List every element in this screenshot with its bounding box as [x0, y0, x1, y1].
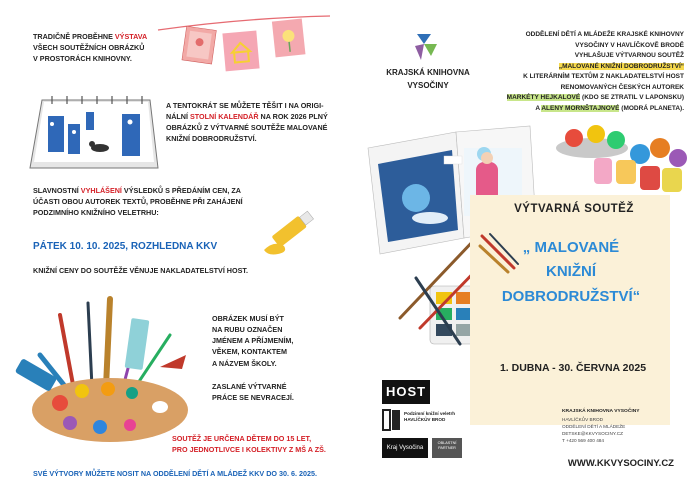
partner-badge: OBLASTNÍ PARTNER — [432, 438, 462, 458]
paint-tube-icon — [258, 200, 328, 260]
intro-text: ODDĚLENÍ DĚTÍ A MLÁDEŽE KRAJSKÉ KNIHOVNY VYSOČINY V HAVLÍČKOVĚ BRODĚ VYHLAŠUJE VÝTVARNOU SOUTĚŽ „MALOVANÉ KNIŽNÍ DOBRODRUŽSTVÍ“ K LITERÁRNÍM TEXTŮM Z NAKLADATELSTVÍ HOST RENOMOVANÝCH ČESKÝCH AUTOREK MARKÉTY HEJKALOVÉ (KDO SE ZTRATIL V LAPONSKU) A ALENY MORNŠTAJNOVÉ (MODRÁ PLANETA). — [506, 31, 684, 112]
exhibition-text: TRADIČNĚ PROBĚHNE VÝSTAVA VŠECH SOUTĚŽNÍCH OBRÁZKŮ V PROSTORÁCH KNIHOVNY. — [33, 32, 148, 64]
calendar-illustration — [22, 84, 162, 174]
kraj-vysocina-logo: Kraj Vysočina — [382, 438, 428, 458]
hb-logo-icon — [382, 408, 402, 432]
website-link[interactable]: WWW.KKVYSOCINY.CZ — [567, 458, 674, 469]
brushes-palette-illustration — [10, 295, 210, 455]
announcement-text: SLAVNOSTNÍ VYHLÁŠENÍ VÝSLEDKŮ S PŘEDÁNÍM CEN, ZA ÚČASTI OBOU AUTOREK TEXTŮ, PROBĚHNE PŘI ZAHÁJENÍ PODZIMNÍHO KNIŽNÍHO VELETRHU: — [33, 186, 243, 218]
host-logo: HOST — [382, 380, 430, 404]
returns-text: ZASLANÉ VÝTVARNÉ PRÁCE SE NEVRACEJÍ. — [212, 382, 294, 403]
title-panel — [470, 195, 670, 425]
submission-deadline: SVÉ VÝTVORY MŮŽETE NOSIT NA ODDĚLENÍ DĚTÍ A MLÁDEŽ KKV DO 30. 6. 2025. — [33, 469, 317, 478]
library-name: KRAJSKÁ KNIHOVNA VYSOČINY — [386, 68, 470, 90]
announcement-highlight: VYHLÁŠENÍ — [80, 186, 122, 195]
rules-text: OBRÁZEK MUSÍ BÝT NA RUBU OZNAČEN JMÉNEM A PŘÍJMENÍM, VĚKEM, KONTAKTEM A NÁZVEM ŠKOLY. — [212, 314, 294, 368]
exhibition-highlight: VÝSTAVA — [114, 32, 148, 41]
calendar-text: A TENTOKRÁT SE MŮŽETE TĚŠIT I NA ORIGI- NÁLNÍ STOLNÍ KALENDÁŘ NA ROK 2026 PLNÝ OBRÁZKŮ Z VÝTVARNÉ SOUTĚŽE MALOVANÉ KNIŽNÍ DOBRODRUŽSTVÍ. — [166, 101, 328, 144]
author2-highlight: ALENY MORNŠTAJNOVÉ — [541, 104, 620, 112]
prize-text: KNIŽNÍ CENY DO SOUTĚŽE VĚNUJE NAKLADATELSTVÍ HOST. — [33, 266, 248, 275]
hb-logo-text: Podzimní knižní veletrh HAVLÍČKŮV BROD — [404, 411, 456, 422]
author1-highlight: MARKÉTY HEJKALOVÉ — [506, 94, 581, 102]
contact-info: KRAJSKÁ KNIHOVNA VYSOČINY HAVLÍČKŮV BROD ODDĚLENÍ DĚTÍ A MLÁDEŽE DETSKE@KKVYSOCINY.CZ T +420 569 400 484 — [562, 409, 640, 444]
hanging-pictures-illustration — [148, 6, 338, 86]
section-title: VÝTVARNÁ SOUTĚŽ — [514, 203, 634, 215]
event-date: PÁTEK 10. 10. 2025, ROZHLEDNA KKV — [33, 241, 218, 252]
age-note: SOUTĚŽ JE URČENA DĚTEM DO 15 LET, PRO JEDNOTLIVCE I KOLEKTIVY Z MŠ A ZŠ. — [172, 434, 326, 455]
library-logo-icon — [413, 32, 439, 62]
calendar-highlight: STOLNÍ KALENDÁŘ — [189, 112, 259, 122]
competition-title: „ MALOVANÉ KNIŽNÍ DOBRODRUŽSTVÍ“ — [501, 239, 641, 305]
competition-name-highlight: „MALOVANÉ KNIŽNÍ DOBRODRUŽSTVÍ“ — [558, 62, 684, 70]
competition-dates: 1. DUBNA - 30. ČERVNA 2025 — [499, 362, 647, 374]
